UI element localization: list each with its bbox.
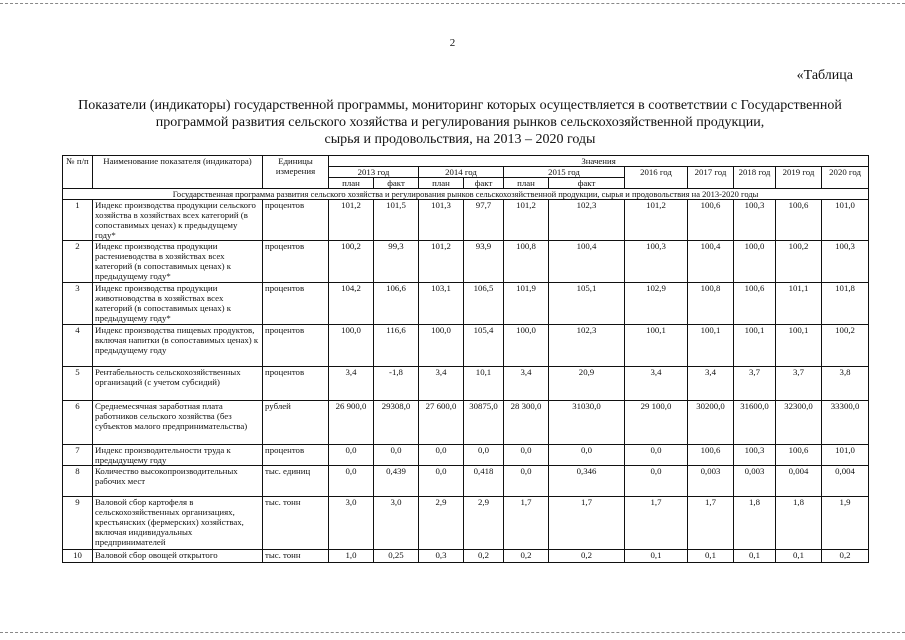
- value-cell: 1,7: [549, 497, 625, 550]
- value-cell: 93,9: [464, 241, 504, 283]
- value-cell: 0,003: [734, 466, 776, 497]
- table-row: [63, 367, 869, 401]
- value-cell: 0,1: [776, 550, 822, 563]
- value-cell: 100,2: [776, 241, 822, 283]
- value-cell: 101,5: [374, 200, 419, 241]
- value-cell: 3,8: [822, 367, 869, 401]
- header-2014: 2014 год: [419, 167, 504, 178]
- value-cell: 0,346: [549, 466, 625, 497]
- header-fact-2015: факт: [549, 178, 625, 189]
- value-cell: 0,418: [464, 466, 504, 497]
- value-cell: 0,004: [776, 466, 822, 497]
- unit-cell: рублей: [263, 401, 329, 445]
- row-number: 3: [63, 283, 93, 325]
- value-cell: 3,4: [329, 367, 374, 401]
- value-cell: 0,2: [822, 550, 869, 563]
- value-cell: 1,8: [734, 497, 776, 550]
- table-row: [63, 200, 869, 241]
- value-cell: 100,3: [822, 241, 869, 283]
- value-cell: 0,0: [329, 466, 374, 497]
- value-cell: 0,0: [374, 445, 419, 466]
- table-row: [63, 466, 869, 497]
- value-cell: 0,0: [504, 466, 549, 497]
- indicator-name: Индекс производства продукции животноводства в хозяйствах всех категорий (в сопоставимых ценах) к предыдущему году*: [93, 283, 263, 325]
- value-cell: 2,9: [464, 497, 504, 550]
- document-title: [60, 97, 860, 148]
- table-row: [63, 497, 869, 550]
- indicator-name: Индекс производительности труда к предыдущему году: [93, 445, 263, 466]
- value-cell: 102,9: [625, 283, 688, 325]
- value-cell: 0,004: [822, 466, 869, 497]
- row-number: 6: [63, 401, 93, 445]
- value-cell: 28 300,0: [504, 401, 549, 445]
- unit-cell: тыс. тонн: [263, 497, 329, 550]
- value-cell: 101,2: [504, 200, 549, 241]
- header-name: Наименование показателя (индикатора): [93, 156, 263, 189]
- value-cell: 106,6: [374, 283, 419, 325]
- value-cell: 97,7: [464, 200, 504, 241]
- value-cell: 3,7: [734, 367, 776, 401]
- scan-border-top: [0, 3, 905, 4]
- value-cell: 30875,0: [464, 401, 504, 445]
- indicator-name: Среднемесячная заработная плата работников сельского хозяйства (без субъектов малого предпринимательства): [93, 401, 263, 445]
- indicator-name: Рентабельность сельскохозяйственных организаций (с учетом субсидий): [93, 367, 263, 401]
- value-cell: 100,0: [419, 325, 464, 367]
- table-row: [63, 325, 869, 367]
- value-cell: 0,0: [329, 445, 374, 466]
- row-number: 10: [63, 550, 93, 563]
- value-cell: 3,4: [688, 367, 734, 401]
- table-row: [63, 241, 869, 283]
- header-2015: 2015 год: [504, 167, 625, 178]
- section-title: Государственная программа развития сельского хозяйства и регулирования рынков сельскохозяйственной продукции, сырья и продовольствия на 2013-2020 годы: [63, 189, 869, 200]
- value-cell: 1,8: [776, 497, 822, 550]
- value-cell: 116,6: [374, 325, 419, 367]
- unit-cell: процентов: [263, 200, 329, 241]
- value-cell: 100,6: [776, 200, 822, 241]
- value-cell: 100,6: [734, 283, 776, 325]
- value-cell: 105,4: [464, 325, 504, 367]
- header-fact-2013: факт: [374, 178, 419, 189]
- value-cell: 0,1: [625, 550, 688, 563]
- value-cell: 102,3: [549, 325, 625, 367]
- value-cell: 101,2: [329, 200, 374, 241]
- value-cell: 101,2: [625, 200, 688, 241]
- row-number: 8: [63, 466, 93, 497]
- value-cell: 31030,0: [549, 401, 625, 445]
- indicators-table: [62, 155, 869, 563]
- row-number: 9: [63, 497, 93, 550]
- title-line-2: программой развития сельского хозяйства и регулирования рынков сельскохозяйственной продукции,: [155, 115, 765, 130]
- row-number: 4: [63, 325, 93, 367]
- indicator-name: Количество высокопроизводительных рабочих мест: [93, 466, 263, 497]
- value-cell: 0,3: [419, 550, 464, 563]
- value-cell: 0,0: [625, 466, 688, 497]
- value-cell: 101,0: [822, 200, 869, 241]
- table-label: «Таблица: [796, 68, 853, 83]
- value-cell: 1,7: [688, 497, 734, 550]
- value-cell: 27 600,0: [419, 401, 464, 445]
- value-cell: 0,439: [374, 466, 419, 497]
- value-cell: 1,9: [822, 497, 869, 550]
- value-cell: 0,1: [734, 550, 776, 563]
- value-cell: 100,1: [688, 325, 734, 367]
- value-cell: 101,2: [419, 241, 464, 283]
- indicator-name: Валовой сбор овощей открытого: [93, 550, 263, 563]
- indicator-name: Валовой сбор картофеля в сельскохозяйственных организациях, крестьянских (фермерских) хозяйствах, включая индивидуальных предпринимателей: [93, 497, 263, 550]
- value-cell: 100,0: [734, 241, 776, 283]
- value-cell: 100,6: [688, 200, 734, 241]
- unit-cell: процентов: [263, 445, 329, 466]
- header-values: Значения: [329, 156, 869, 167]
- value-cell: 101,1: [776, 283, 822, 325]
- value-cell: 3,4: [419, 367, 464, 401]
- table-body: [63, 156, 869, 563]
- value-cell: 104,2: [329, 283, 374, 325]
- unit-cell: тыс. тонн: [263, 550, 329, 563]
- value-cell: 100,6: [776, 445, 822, 466]
- header-2018: 2018 год: [734, 167, 776, 189]
- table-row: [63, 445, 869, 466]
- value-cell: 101,8: [822, 283, 869, 325]
- indicator-name: Индекс производства продукции растениеводства в хозяйствах всех категорий (в сопоставимых ценах) к предыдущему году*: [93, 241, 263, 283]
- value-cell: 102,3: [549, 200, 625, 241]
- value-cell: 101,9: [504, 283, 549, 325]
- value-cell: 30200,0: [688, 401, 734, 445]
- value-cell: 26 900,0: [329, 401, 374, 445]
- header-2020: 2020 год: [822, 167, 869, 189]
- row-number: 1: [63, 200, 93, 241]
- row-number: 7: [63, 445, 93, 466]
- value-cell: 100,2: [329, 241, 374, 283]
- value-cell: 100,4: [549, 241, 625, 283]
- value-cell: 100,3: [734, 200, 776, 241]
- value-cell: 106,5: [464, 283, 504, 325]
- value-cell: 0,003: [688, 466, 734, 497]
- value-cell: 100,2: [822, 325, 869, 367]
- value-cell: 100,6: [688, 445, 734, 466]
- value-cell: 100,0: [504, 325, 549, 367]
- value-cell: 20,9: [549, 367, 625, 401]
- value-cell: 0,0: [504, 445, 549, 466]
- header-2019: 2019 год: [776, 167, 822, 189]
- header-plan-2015: план: [504, 178, 549, 189]
- page-number: 2: [449, 37, 456, 49]
- indicator-name: Индекс производства продукции сельского хозяйства в хозяйствах всех категорий (в сопоставимых ценах) к предыдущему году*: [93, 200, 263, 241]
- value-cell: 3,4: [504, 367, 549, 401]
- value-cell: 100,1: [734, 325, 776, 367]
- scan-border-bottom: [0, 632, 905, 633]
- value-cell: 101,0: [822, 445, 869, 466]
- value-cell: 3,7: [776, 367, 822, 401]
- header-row-1: [63, 156, 869, 167]
- value-cell: 29 100,0: [625, 401, 688, 445]
- value-cell: 29308,0: [374, 401, 419, 445]
- value-cell: 3,0: [329, 497, 374, 550]
- value-cell: 0,1: [688, 550, 734, 563]
- header-fact-2014: факт: [464, 178, 504, 189]
- value-cell: 100,1: [776, 325, 822, 367]
- value-cell: 0,2: [464, 550, 504, 563]
- value-cell: 100,8: [504, 241, 549, 283]
- value-cell: 32300,0: [776, 401, 822, 445]
- value-cell: 100,3: [734, 445, 776, 466]
- table-row: [63, 401, 869, 445]
- value-cell: 0,0: [419, 445, 464, 466]
- value-cell: 0,0: [419, 466, 464, 497]
- table-row: [63, 550, 869, 563]
- value-cell: 0,2: [549, 550, 625, 563]
- value-cell: 33300,0: [822, 401, 869, 445]
- header-2016: 2016 год: [625, 167, 688, 189]
- title-line-3: сырья и продовольствия, на 2013 – 2020 годы: [324, 132, 596, 147]
- value-cell: 31600,0: [734, 401, 776, 445]
- value-cell: 1,7: [504, 497, 549, 550]
- value-cell: 1,0: [329, 550, 374, 563]
- value-cell: 3,0: [374, 497, 419, 550]
- value-cell: 105,1: [549, 283, 625, 325]
- value-cell: 0,0: [464, 445, 504, 466]
- value-cell: -1,8: [374, 367, 419, 401]
- value-cell: 101,3: [419, 200, 464, 241]
- value-cell: 99,3: [374, 241, 419, 283]
- unit-cell: процентов: [263, 241, 329, 283]
- indicator-name: Индекс производства пищевых продуктов, включая напитки (в сопоставимых ценах) к предыдущему году: [93, 325, 263, 367]
- value-cell: 103,1: [419, 283, 464, 325]
- title-line-1: Показатели (индикаторы) государственной программы, мониторинг которых осуществляется в соответствии с Государственной: [78, 98, 842, 113]
- header-plan-2013: план: [329, 178, 374, 189]
- value-cell: 3,4: [625, 367, 688, 401]
- header-2017: 2017 год: [688, 167, 734, 189]
- unit-cell: процентов: [263, 283, 329, 325]
- unit-cell: процентов: [263, 367, 329, 401]
- value-cell: 0,25: [374, 550, 419, 563]
- table-row: [63, 283, 869, 325]
- value-cell: 100,1: [625, 325, 688, 367]
- row-number: 5: [63, 367, 93, 401]
- value-cell: 0,0: [549, 445, 625, 466]
- unit-cell: процентов: [263, 325, 329, 367]
- value-cell: 100,4: [688, 241, 734, 283]
- unit-cell: тыс. единиц: [263, 466, 329, 497]
- header-num: № п/п: [63, 156, 93, 189]
- header-unit: Единицы измерения: [263, 156, 329, 189]
- value-cell: 0,2: [504, 550, 549, 563]
- value-cell: 2,9: [419, 497, 464, 550]
- value-cell: 10,1: [464, 367, 504, 401]
- row-number: 2: [63, 241, 93, 283]
- value-cell: 100,8: [688, 283, 734, 325]
- value-cell: 1,7: [625, 497, 688, 550]
- value-cell: 100,0: [329, 325, 374, 367]
- section-row: [63, 189, 869, 200]
- header-plan-2014: план: [419, 178, 464, 189]
- header-2013: 2013 год: [329, 167, 419, 178]
- value-cell: 100,3: [625, 241, 688, 283]
- value-cell: 0,0: [625, 445, 688, 466]
